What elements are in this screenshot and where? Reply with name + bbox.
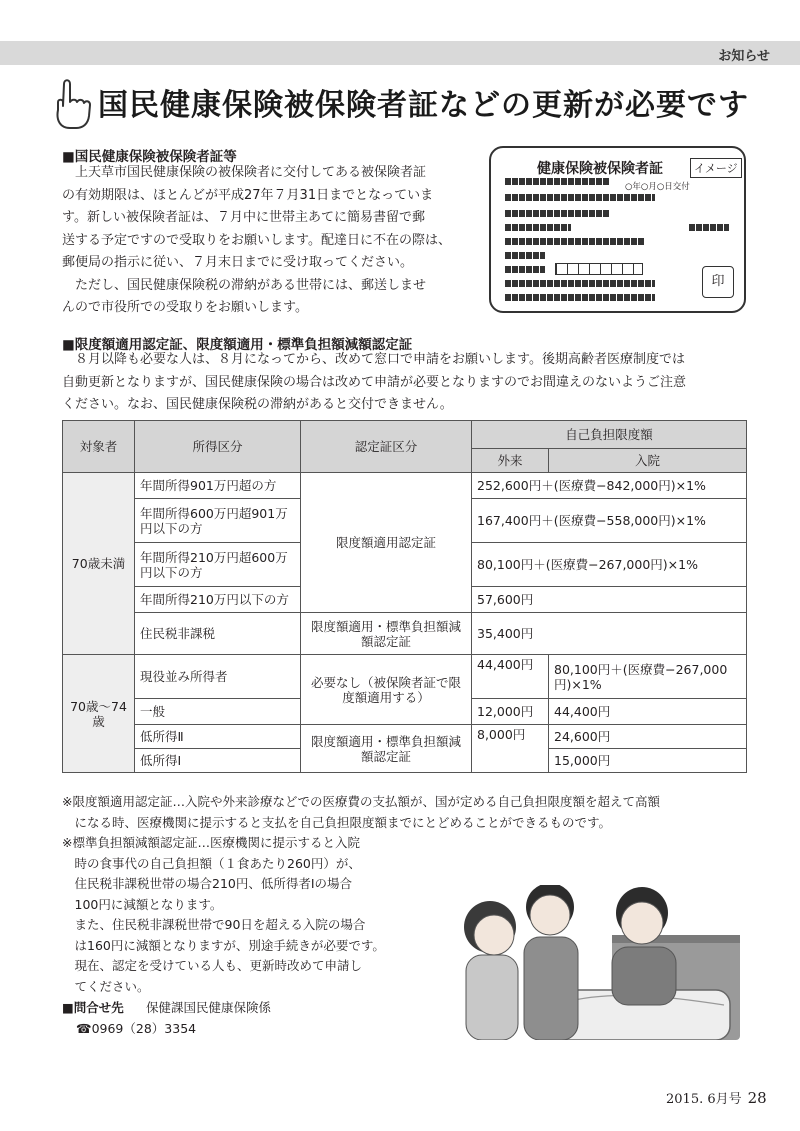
section1-body [62, 162, 451, 320]
group-under70: 70歳未満 [63, 473, 135, 655]
text-line: また、住民税非課税世帯で90日を超える入院の場合 [62, 917, 366, 932]
outpatient-cell: 8,000円 [472, 725, 549, 773]
note-1 [62, 792, 660, 833]
table-row [63, 725, 747, 749]
text-line: は160円に減額となりますが、別途手続きが必要です。 [62, 937, 385, 953]
section2-heading: ■限度額適用認定証、限度額適用・標準負担額減額認定証 [62, 337, 413, 353]
card-line [689, 224, 729, 231]
cert-cell: 必要なし（被保険者証で限度額適用する） [301, 655, 472, 725]
text-line: んので市役所での受取りをお願いします。 [62, 300, 308, 315]
income-cell: 年間所得600万円超901万円以下の方 [135, 499, 301, 543]
income-cell: 現役並み所得者 [135, 655, 301, 699]
card-line [505, 266, 545, 273]
text-line: の有効期限は、ほとんどが平成27年７月31日までとなっていま [62, 187, 434, 203]
income-cell: 住民税非課税 [135, 613, 301, 655]
contact-phone: ☎0969（28）3354 [76, 1021, 197, 1036]
text-line: 住民税非課税世帯の場合210円、低所得者Ⅰの場合 [62, 876, 353, 891]
amount-cell: 80,100円＋(医療費−267,000円)×1% [472, 543, 747, 587]
group-70-74: 70歳〜74歳 [63, 655, 135, 773]
section-label: お知らせ [718, 49, 770, 64]
page-number: 28 [747, 1089, 767, 1107]
text-line: 自動更新となりますが、国民健康保険の場合は改めて申請が必要となりますのでお間違えのないようご注意 [62, 374, 687, 390]
page-title: 国民健康保険被保険者証などの更新が必要です [98, 88, 749, 123]
col-header-inpatient: 入院 [549, 449, 747, 473]
text-line: 送する予定ですので受取りをお願いします。配達日に不在の際は、 [62, 232, 451, 248]
text-line: 上天草市国民健康保険の被保険者に交付してある被保険者証 [62, 165, 427, 180]
income-cell: 年間所得901万円超の方 [135, 473, 301, 499]
outpatient-cell: 12,000円 [472, 699, 549, 725]
card-title: 健康保険被保険者証 [537, 161, 663, 177]
col-header-outpatient: 外来 [472, 449, 549, 473]
outpatient-cell: 44,400円 [472, 655, 549, 699]
inpatient-cell: 15,000円 [549, 749, 747, 773]
amount-cell: 252,600円＋(医療費−842,000円)×1% [472, 473, 747, 499]
section1-heading: ■国民健康保険被保険者証等 [62, 149, 237, 165]
card-line [505, 224, 571, 231]
text-line: てください。 [62, 978, 150, 994]
text-line: ※限度額適用認定証…入院や外来診療などでの医療費の支払額が、国が定める自己負担限度額を超えて高額 [62, 794, 660, 809]
cert-cell: 限度額適用・標準負担額減額認定証 [301, 613, 472, 655]
text-line: ください。なお、国民健康保険税の滞納があると交付できません。 [62, 397, 453, 412]
text-line: 100円に減額となります。 [62, 896, 223, 912]
pointing-hand-icon [50, 78, 94, 130]
card-line [505, 280, 655, 287]
card-image-badge: イメージ [690, 158, 742, 178]
insurance-card-image [489, 146, 746, 313]
text-line: す。新しい被保険者証は、７月中に世帯主あてに簡易書留で郵 [62, 210, 425, 225]
col-header-cert: 認定証区分 [301, 421, 472, 473]
card-number-boxes [555, 263, 643, 275]
section2-body [62, 349, 686, 417]
amount-cell: 35,400円 [472, 613, 747, 655]
cert-cell: 限度額適用・標準負担額減額認定証 [301, 725, 472, 773]
income-cell: 低所得Ⅱ [135, 725, 301, 749]
col-header-income: 所得区分 [135, 421, 301, 473]
contact-heading: ■問合せ先 [62, 1000, 124, 1015]
col-header-target: 対象者 [63, 421, 135, 473]
col-header-limit: 自己負担限度額 [472, 421, 747, 449]
text-line: ※標準負担額減額認定証…医療機関に提示すると入院 [62, 835, 360, 850]
text-line: ただし、国民健康保険税の滞納がある世帯には、郵送しませ [62, 277, 427, 293]
limit-table [62, 420, 747, 773]
page-footer [666, 1088, 767, 1107]
card-line [505, 294, 655, 301]
amount-cell: 167,400円＋(医療費−558,000円)×1% [472, 499, 747, 543]
card-line [505, 178, 609, 185]
header-band [0, 41, 800, 65]
income-cell: 年間所得210万円以下の方 [135, 587, 301, 613]
note-2 [62, 833, 385, 997]
card-stamp: 印 [702, 266, 734, 298]
card-line [505, 210, 609, 217]
card-line [505, 252, 545, 259]
text-line: ８月以降も必要な人は、８月になってから、改めて窓口で申請をお願いします。後期高齢者医療制度では [62, 352, 685, 367]
income-cell: 低所得Ⅰ [135, 749, 301, 773]
inpatient-cell: 24,600円 [549, 725, 747, 749]
income-cell: 年間所得210万円超600万円以下の方 [135, 543, 301, 587]
amount-cell: 57,600円 [472, 587, 747, 613]
text-line: 時の食事代の自己負担額（１食あたり260円）が、 [62, 855, 361, 871]
contact-dept: 保健課国民健康保険係 [146, 1000, 272, 1015]
inpatient-cell: 44,400円 [549, 699, 747, 725]
income-cell: 一般 [135, 699, 301, 725]
text-line: 郵便局の指示に従い、７月末日までに受け取ってください。 [62, 255, 414, 270]
family-bedside-illustration [462, 885, 742, 1040]
inpatient-cell: 80,100円＋(医療費−267,000円)×1% [549, 655, 747, 699]
text-line: になる時、医療機関に提示すると支払を自己負担限度額までにとどめることができるものです。 [62, 814, 612, 830]
card-line [505, 194, 655, 201]
card-issue-date: ○年○月○日交付 [625, 182, 690, 192]
text-line: 現在、認定を受けている人も、更新時改めて申請し [62, 958, 363, 973]
cert-cell: 限度額適用認定証 [301, 473, 472, 613]
table-row [63, 613, 747, 655]
table-row [63, 655, 747, 699]
issue-label: 2015. 6月号 [666, 1092, 742, 1107]
table-row [63, 473, 747, 499]
card-line [505, 238, 645, 245]
